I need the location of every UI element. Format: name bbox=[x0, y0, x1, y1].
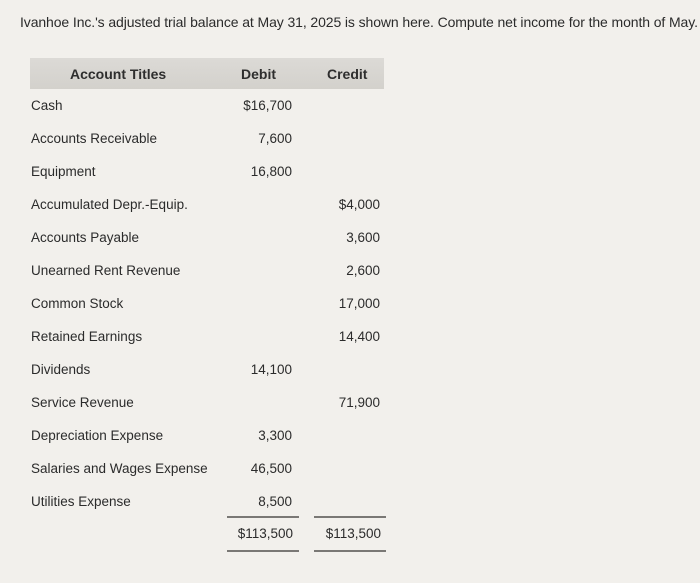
table-row bbox=[0, 494, 700, 514]
account-title: Service Revenue bbox=[31, 395, 134, 410]
debit-total-underline bbox=[227, 550, 299, 552]
table-row bbox=[0, 428, 700, 448]
credit-amount: 3,600 bbox=[346, 230, 380, 245]
debit-amount: $16,700 bbox=[243, 98, 292, 113]
debit-amount: 46,500 bbox=[250, 461, 292, 476]
credit-amount: 17,000 bbox=[338, 296, 380, 311]
account-title: Salaries and Wages Expense bbox=[31, 461, 208, 476]
table-row bbox=[0, 164, 700, 184]
total-debit: $113,500 bbox=[237, 526, 293, 541]
table-row bbox=[0, 131, 700, 151]
credit-amount: 2,600 bbox=[346, 263, 380, 278]
column-header-account-titles: Account Titles bbox=[70, 66, 167, 82]
account-title: Utilities Expense bbox=[31, 494, 131, 509]
debit-amount: 8,500 bbox=[258, 494, 292, 509]
credit-total-underline bbox=[314, 550, 386, 552]
table-row bbox=[0, 230, 700, 250]
account-title: Retained Earnings bbox=[31, 329, 143, 344]
debit-amount: 7,600 bbox=[258, 131, 292, 146]
credit-amount: 14,400 bbox=[338, 329, 380, 344]
table-row bbox=[0, 197, 700, 217]
account-title: Cash bbox=[31, 98, 63, 113]
debit-subtotal-rule bbox=[227, 516, 299, 518]
question-text: Ivanhoe Inc.'s adjusted trial balance at May 31, 2025 is shown here. Compute net income for the month of May. bbox=[20, 14, 698, 30]
debit-amount: 14,100 bbox=[250, 362, 292, 377]
account-title: Depreciation Expense bbox=[31, 428, 164, 443]
debit-amount: 3,300 bbox=[258, 428, 292, 443]
credit-amount: $4,000 bbox=[338, 197, 380, 212]
table-row bbox=[0, 395, 700, 415]
account-title: Common Stock bbox=[31, 296, 124, 311]
account-title: Dividends bbox=[31, 362, 91, 377]
credit-subtotal-rule bbox=[314, 516, 386, 518]
debit-amount: 16,800 bbox=[250, 164, 292, 179]
table-row bbox=[0, 296, 700, 316]
column-header-debit: Debit bbox=[241, 66, 276, 82]
table-row bbox=[0, 461, 700, 481]
table-row bbox=[0, 98, 700, 118]
total-credit: $113,500 bbox=[325, 526, 381, 541]
account-title: Unearned Rent Revenue bbox=[31, 263, 181, 278]
column-header-credit: Credit bbox=[327, 66, 368, 82]
account-title: Equipment bbox=[31, 164, 96, 179]
account-title: Accumulated Depr.-Equip. bbox=[31, 197, 188, 212]
table-row bbox=[0, 329, 700, 349]
account-title: Accounts Payable bbox=[31, 230, 140, 245]
table-row bbox=[0, 362, 700, 382]
account-title: Accounts Receivable bbox=[31, 131, 158, 146]
credit-amount: 71,900 bbox=[338, 395, 380, 410]
table-row bbox=[0, 263, 700, 283]
